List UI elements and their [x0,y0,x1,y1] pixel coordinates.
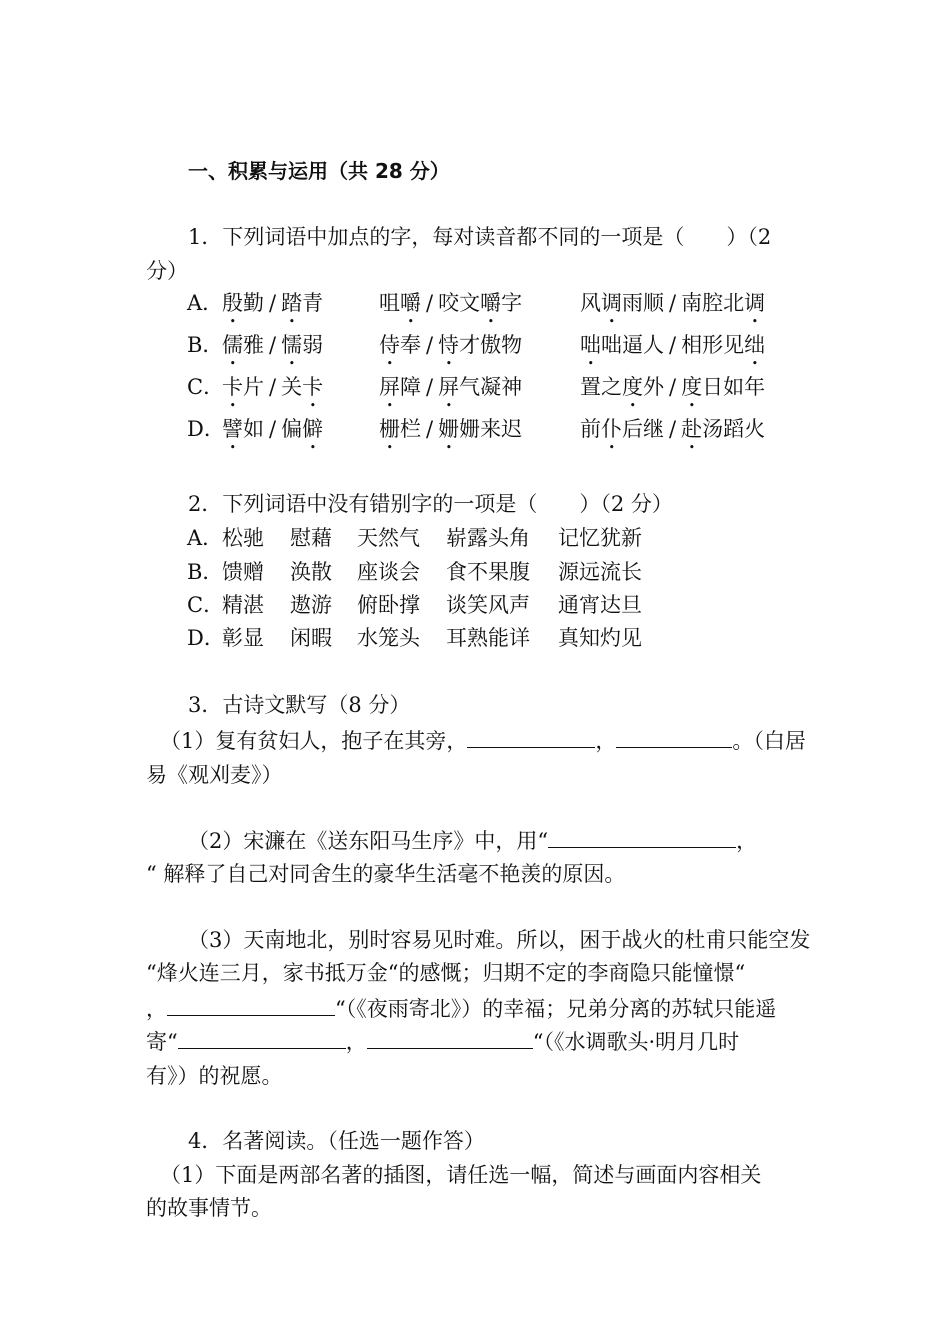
section-title: 一、积累与运用（共 28 分） [188,159,450,183]
q1-option-pair [222,288,323,328]
q2-word: 谈笑风声 [446,593,530,617]
slash-separator: / [426,291,434,315]
q2-word: 彰显 [222,626,264,650]
q1-stem-line2: 分） [146,259,188,283]
q2-word: 源远流长 [558,560,642,584]
q3-p1-text-c: 。（白居 [732,729,806,753]
answer-blank[interactable] [178,1026,346,1049]
q1-option-pair [580,288,765,328]
q1-word: 卡片 [222,375,264,399]
q2-word: 馈赠 [222,560,264,584]
q3-p3-text-b: “（《夜雨寄北》）的幸福；兄弟分离的苏轼只能遥 [335,997,777,1021]
q3-stem: 3．古诗文默写（8 分） [188,693,411,717]
q2-option-letter: D． [187,626,225,650]
q2-word: 涣散 [290,560,332,584]
q2-word: 崭露头角 [446,526,530,550]
q1-option-letter: C． [187,375,225,399]
q1-option-pair [580,414,765,454]
q1-word: 栅栏 [379,417,421,441]
q3-p3-line1: （3）天南地北，别时容易见时难。所以，困于战火的杜甫只能空发 [188,928,811,952]
q3-p3-text-d: ， [345,1030,367,1054]
q1-option-letter: B． [187,333,224,357]
slash-separator: / [669,333,677,357]
slash-separator: / [269,417,277,441]
answer-blank[interactable] [367,1026,533,1049]
slash-separator: / [669,375,677,399]
q1-option-pair [580,330,765,370]
slash-separator: / [426,417,434,441]
q1-word: 姗姗来迟 [438,417,523,441]
q1-word: 譬如 [222,417,264,441]
q2-word: 松驰 [222,526,264,550]
q1-option-pair [222,414,323,454]
q2-word: 闲暇 [290,626,332,650]
q1-word: 恃才傲物 [438,333,523,357]
q1-word: 风调雨顺 [580,291,664,315]
q3-p2-line2: “ 解释了自己对同舍生的豪华生活毫不艳羡的原因。 [146,862,626,886]
q1-option-letter: D． [187,417,225,441]
q3-p1-text-a: （1）复有贫妇人，抱子在其旁， [160,729,468,753]
slash-separator: / [269,333,277,357]
q1-word: 踏青 [281,291,324,315]
q3-p1-line2: 易《观刈麦》） [146,763,283,787]
slash-separator: / [269,375,277,399]
q4-stem: 4．名著阅读。（任选一题作答） [188,1129,485,1153]
q1-word: 相形见绌 [681,333,766,357]
answer-blank[interactable] [548,825,736,848]
q4-p1-line2: 的故事情节。 [146,1196,272,1220]
q1-word: 殷勤 [222,291,264,315]
q1-word: 南腔北调 [681,291,766,315]
q2-option-letter: B． [187,560,224,584]
q3-p3-line3 [146,993,776,1024]
answer-blank[interactable] [167,993,335,1016]
q1-stem-line1: 1．下列词语中加点的字，每对读音都不同的一项是（ ）（2 [188,225,772,249]
q3-p3-text-a: ， [146,997,167,1021]
q2-word: 座谈会 [357,560,420,584]
slash-separator: / [426,375,434,399]
q2-word: 真知灼见 [558,626,642,650]
q2-word: 记忆犹新 [558,526,642,550]
q2-word: 精湛 [222,593,264,617]
q2-word: 俯卧撑 [357,593,420,617]
q2-word: 遨游 [290,593,332,617]
q2-word: 通宵达旦 [558,593,642,617]
q1-word: 关卡 [281,375,324,399]
q3-p1-text-b: ， [595,729,617,753]
slash-separator: / [269,291,277,315]
q2-word: 食不果腹 [446,560,530,584]
q1-word: 咀嚼 [379,291,421,315]
answer-blank[interactable] [467,725,595,748]
q1-word: 度日如年 [681,375,766,399]
q1-word: 屏气凝神 [438,375,523,399]
q1-option-pair [222,372,323,412]
q3-p3-line2: “烽火连三月，家书抵万金“的感慨；归期不定的李商隐只能憧憬“ [146,961,746,985]
q1-option-pair [222,330,323,370]
q1-word: 懦弱 [281,333,324,357]
q1-word: 咄咄逼人 [580,333,664,357]
q3-p2-text-a: （2）宋濂在《送东阳马生序》中，用“ [188,829,549,853]
q1-word: 偏僻 [281,417,324,441]
q3-p1-line1 [160,725,806,756]
q1-option-pair [379,330,522,370]
q2-option-letter: C． [187,593,225,617]
q2-word: 慰藉 [290,526,332,550]
slash-separator: / [669,417,677,441]
q1-option-pair [580,372,765,412]
q1-option-letter: A． [187,291,224,315]
answer-blank[interactable] [616,725,732,748]
q2-stem: 2．下列词语中没有错别字的一项是（ ）（2 分） [188,492,673,516]
slash-separator: / [669,291,677,315]
q1-word: 咬文嚼字 [438,291,523,315]
q1-word: 前仆后继 [580,417,664,441]
q1-option-pair [379,414,522,454]
q2-word: 耳熟能详 [446,626,530,650]
q3-p3-text-e: “（《水调歌头·明月几时 [532,1030,740,1054]
q2-option-letter: A． [187,526,224,550]
q1-word: 置之度外 [580,375,664,399]
q1-word: 儒雅 [222,333,264,357]
slash-separator: / [426,333,434,357]
q3-p3-line4 [146,1026,739,1057]
q1-word: 侍奉 [379,333,421,357]
q3-p3-text-c: 寄“ [146,1030,178,1054]
q4-p1-line1: （1）下面是两部名著的插图，请任选一幅，简述与画面内容相关 [160,1163,762,1187]
q2-word: 天然气 [357,526,420,550]
q3-p2-text-b: ， [736,829,758,853]
q3-p3-line5: 有》）的祝愿。 [146,1064,283,1088]
q1-option-pair [379,288,522,328]
q1-word: 赴汤蹈火 [681,417,766,441]
q2-word: 水笼头 [357,626,420,650]
q1-word: 屏障 [379,375,421,399]
q3-p2-line1 [188,825,757,856]
q1-option-pair [379,372,522,412]
